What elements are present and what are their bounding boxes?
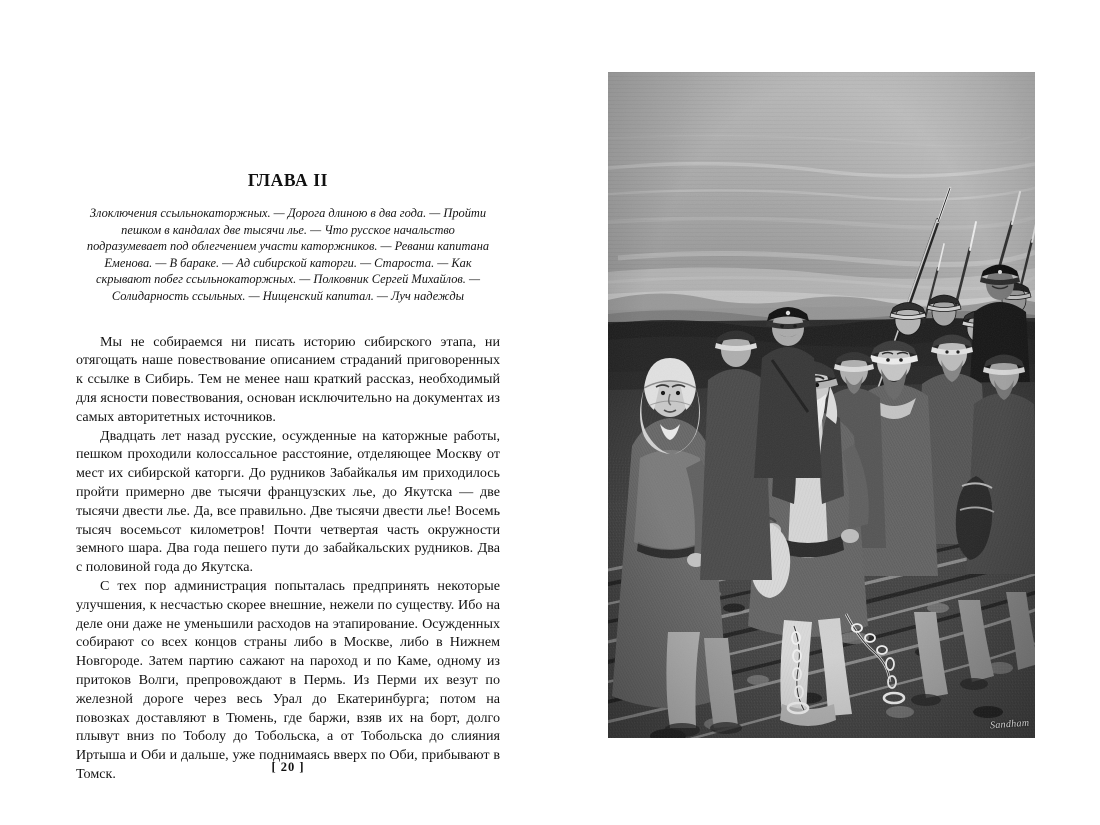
right-page bbox=[550, 0, 1100, 825]
body-paragraph: Мы не собираемся ни писать историю сибирского этапа, ни отягощать наше повествование описанием страданий приговоренных к ссылке в Сибирь. Тем не менее наш краткий рассказ, необходимый для ясности повествования, основан исключительно на документах из самых авторитетных источников. bbox=[76, 333, 500, 425]
text-column bbox=[76, 170, 500, 784]
illustration-signature: Sandham bbox=[989, 717, 1030, 732]
body-paragraph: С тех пор администрация попыталась предпринять некоторые улучшения, к несчастью скорее внешние, нежели по существу. Ибо на деле они даже не уменьшили расходов на этапирование. Осужденных собирают со всех концов страны либо в Москве, либо в Нижнем Новгороде. Затем партию сажают на пароход и по Каме, одному из притоков Волги, препровождают в Пермь. Из Перми их везут по железной дороге через весь Урал до Екатеринбурга; потом на повозках доставляют в Тюмень, где баржи, взяв их на борт, долго плывут вниз по Тоболу до Тобольска, а от Тобольска до слияния Иртыша и Оби и дальше, уже поднимаясь вверх по Оби, прибывают в Томск. bbox=[76, 577, 500, 782]
engraving-illustration bbox=[608, 72, 1035, 738]
illustration-plate bbox=[608, 72, 1035, 738]
page-number: [ 20 ] bbox=[271, 760, 305, 774]
chapter-summary: Злоключения ссыльнокаторжных. — Дорога длиною в два года. — Пройти пешком в кандалах две тысячи лье. — Что русское начальство подразумевает под облегчением участи каторжников. — Реванш капитана Еменова. — В бараке. — Ад сибирской каторги. — Староста. — Как скрывают побег ссыльнокаторжных. — Полковник Сергей Михайлов. — Солидарность ссыльных. — Нищенский капитал. — Луч надежды bbox=[86, 206, 490, 303]
body-paragraph: Двадцать лет назад русские, осужденные на каторжные работы, пешком проходили колоссальное расстояние, отделяющее Москву от мест их сибирской каторги. До рудников Забайкалья им приходилось пройти примерно две тысячи французских лье, до Якутска — две тысячи двести лье. Да, все правильно. Две тысячи двести лье! Восемь тысяч восемьсот километров! Почти четвертая часть окружности земного шара. Два года пешего пути до забайкальских рудников. Два с половиной года до Якутска. bbox=[76, 427, 500, 576]
chapter-title: ГЛАВА II bbox=[247, 170, 329, 190]
